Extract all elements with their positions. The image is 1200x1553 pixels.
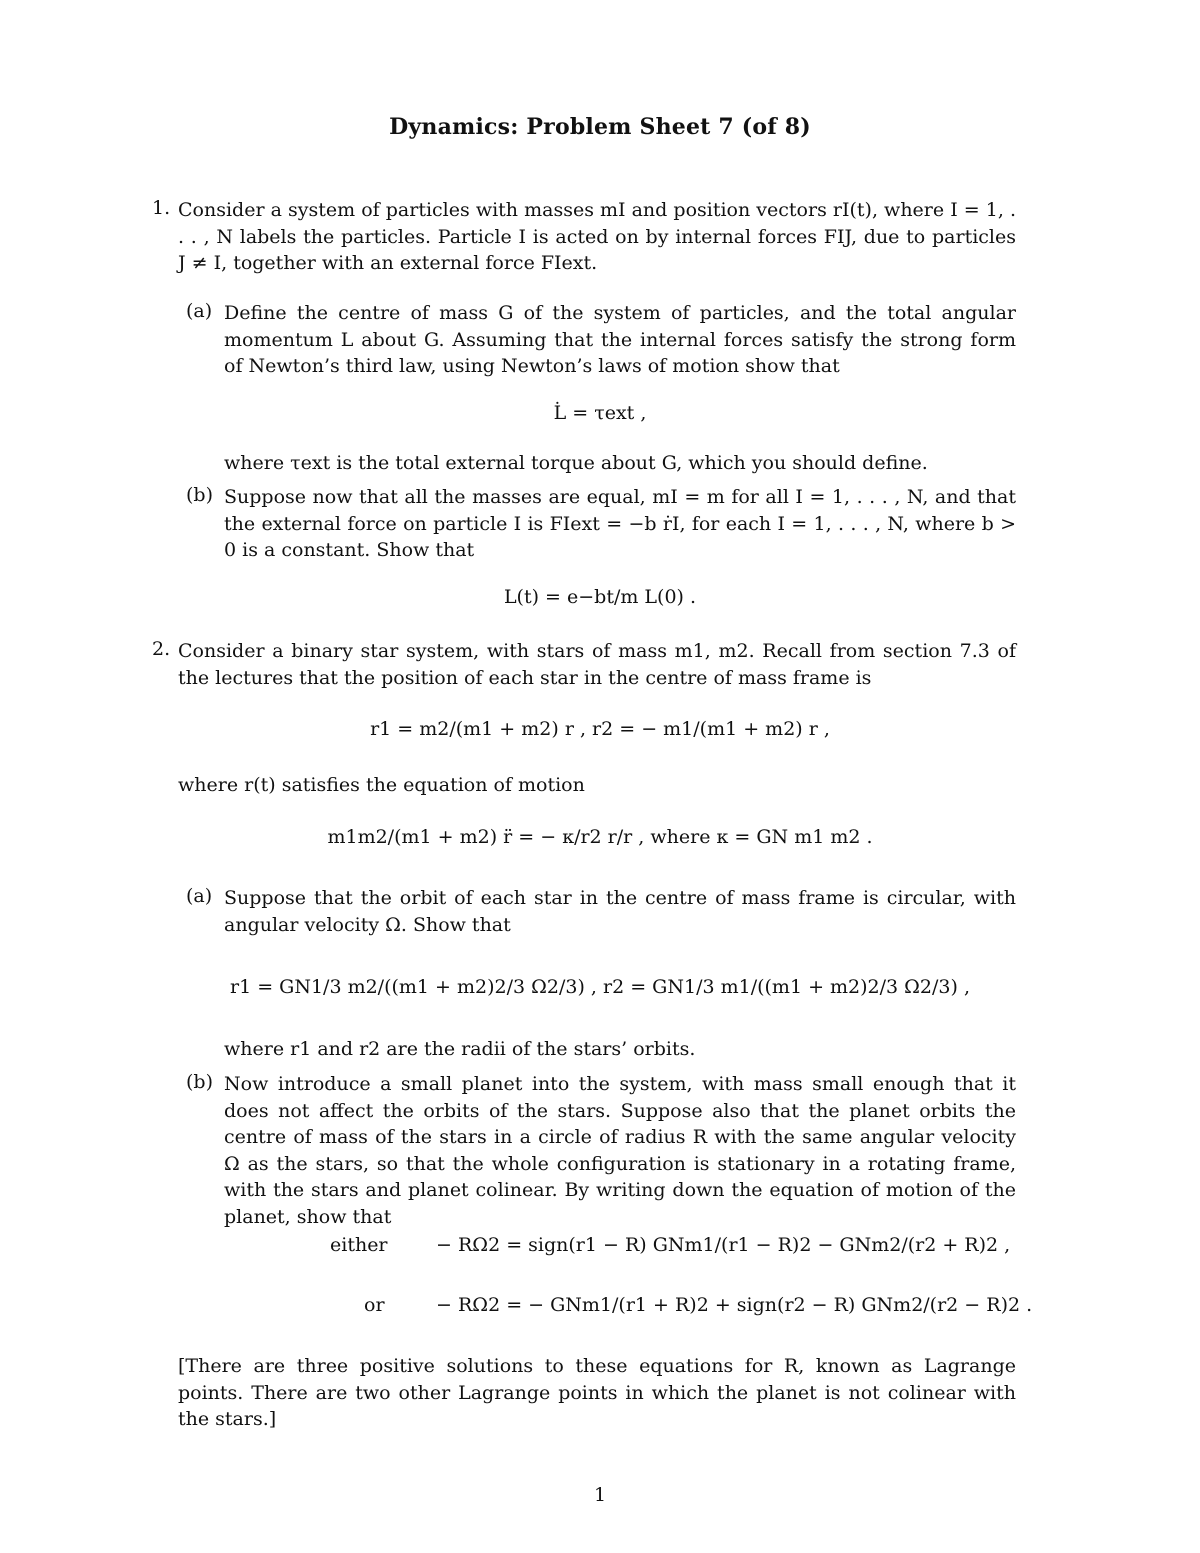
q1-intro: [178, 197, 1016, 277]
q2a-text: Suppose that the orbit of each star in the centre of mass frame is circular, with angular velocity Ω. Show that: [224, 887, 1016, 936]
q1b-text: Suppose now that all the masses are equal, mI = m for all I = 1, . . . , N, and that the external force on particle I is FIext = −b ṙI, for each I = 1, . . . , N, where b > 0 is a constant. Show that: [224, 486, 1016, 561]
q1a-equation-text: L̇ = τext ,: [553, 402, 647, 424]
q2-positions-text: r1 = m2/(m1 + m2) r , r2 = − m1/(m1 + m2) r ,: [370, 718, 830, 740]
q2a-equation: [0, 976, 1200, 998]
q2b-or-text: − RΩ2 = − GNm1/(r1 + R)2 + sign(r2 − R) GNm2/(r2 − R)2 .: [436, 1294, 1033, 1316]
q2b-text: Now introduce a small planet into the system, with mass small enough that it does not affect the orbits of the stars. Suppose also that the planet orbits the centre of mass of the stars in a circle of radius R with the same angular velocity Ω as the stars, so that the whole configuration is stationary in a rotating frame, with the stars and planet colinear. By writing down the equation of motion of the planet, show that: [224, 1073, 1016, 1228]
q2-intro: Consider a binary star system, with stars of mass m1, m2. Recall from section 7.3 of the lectures that the position of each star in the centre of mass frame is: [178, 640, 1016, 689]
q2b-label: (b): [186, 1071, 213, 1093]
q2-mid: where r(t) satisfies the equation of motion: [178, 774, 585, 796]
q2a-after: where r1 and r2 are the radii of the stars’ orbits.: [224, 1038, 696, 1060]
q1a-label: (a): [186, 300, 213, 322]
q2b-or-equation: [364, 1294, 1034, 1316]
q2a-label: (a): [186, 885, 213, 907]
q1a-equation: [0, 402, 1200, 424]
q2b-either-label: either: [330, 1234, 388, 1256]
q2-positions-equation: [0, 718, 1200, 740]
q2b-either-text: − RΩ2 = sign(r1 − R) GNm1/(r1 − R)2 − GNm2/(r2 + R)2 ,: [436, 1234, 1011, 1256]
q2b-either-equation: [330, 1234, 1030, 1256]
q1-intro-text: Consider a system of particles with masses mI and position vectors rI(t), where I = 1, . . . , N labels the particles. Particle I is acted on by internal forces FIJ, due to particles J ≠ I, together with an external force FIext.: [178, 199, 1016, 274]
q2b-or-label: or: [364, 1294, 385, 1316]
q2-motion-text: m1m2/(m1 + m2) r̈ = − κ/r2 r/r , where κ = GN m1 m2 .: [327, 826, 873, 848]
q1b-label: (b): [186, 484, 213, 506]
q1-number: 1.: [152, 197, 171, 219]
q1a-after: where τext is the total external torque about G, which you should define.: [224, 452, 928, 474]
page-title: Dynamics: Problem Sheet 7 (of 8): [389, 114, 811, 140]
q1b-equation-text: L(t) = e−bt/m L(0) .: [503, 586, 697, 608]
q2a-equation-text: r1 = GN1/3 m2/((m1 + m2)2/3 Ω2/3) , r2 = GN1/3 m1/((m1 + m2)2/3 Ω2/3) ,: [229, 976, 970, 998]
q2b-note: [There are three positive solutions to these equations for R, known as Lagrange points. There are two other Lagrange points in which the planet is not colinear with the stars.]: [178, 1355, 1016, 1430]
q1b-equation: [0, 586, 1200, 608]
q1a-text: Define the centre of mass G of the system of particles, and the total angular momentum L about G. Assuming that the internal forces satisfy the strong form of Newton’s third law, using Newton’s laws of motion show that: [224, 302, 1016, 377]
q2-motion-equation: [0, 826, 1200, 848]
page-number: 1: [593, 1484, 607, 1506]
q2-number: 2.: [152, 638, 171, 660]
